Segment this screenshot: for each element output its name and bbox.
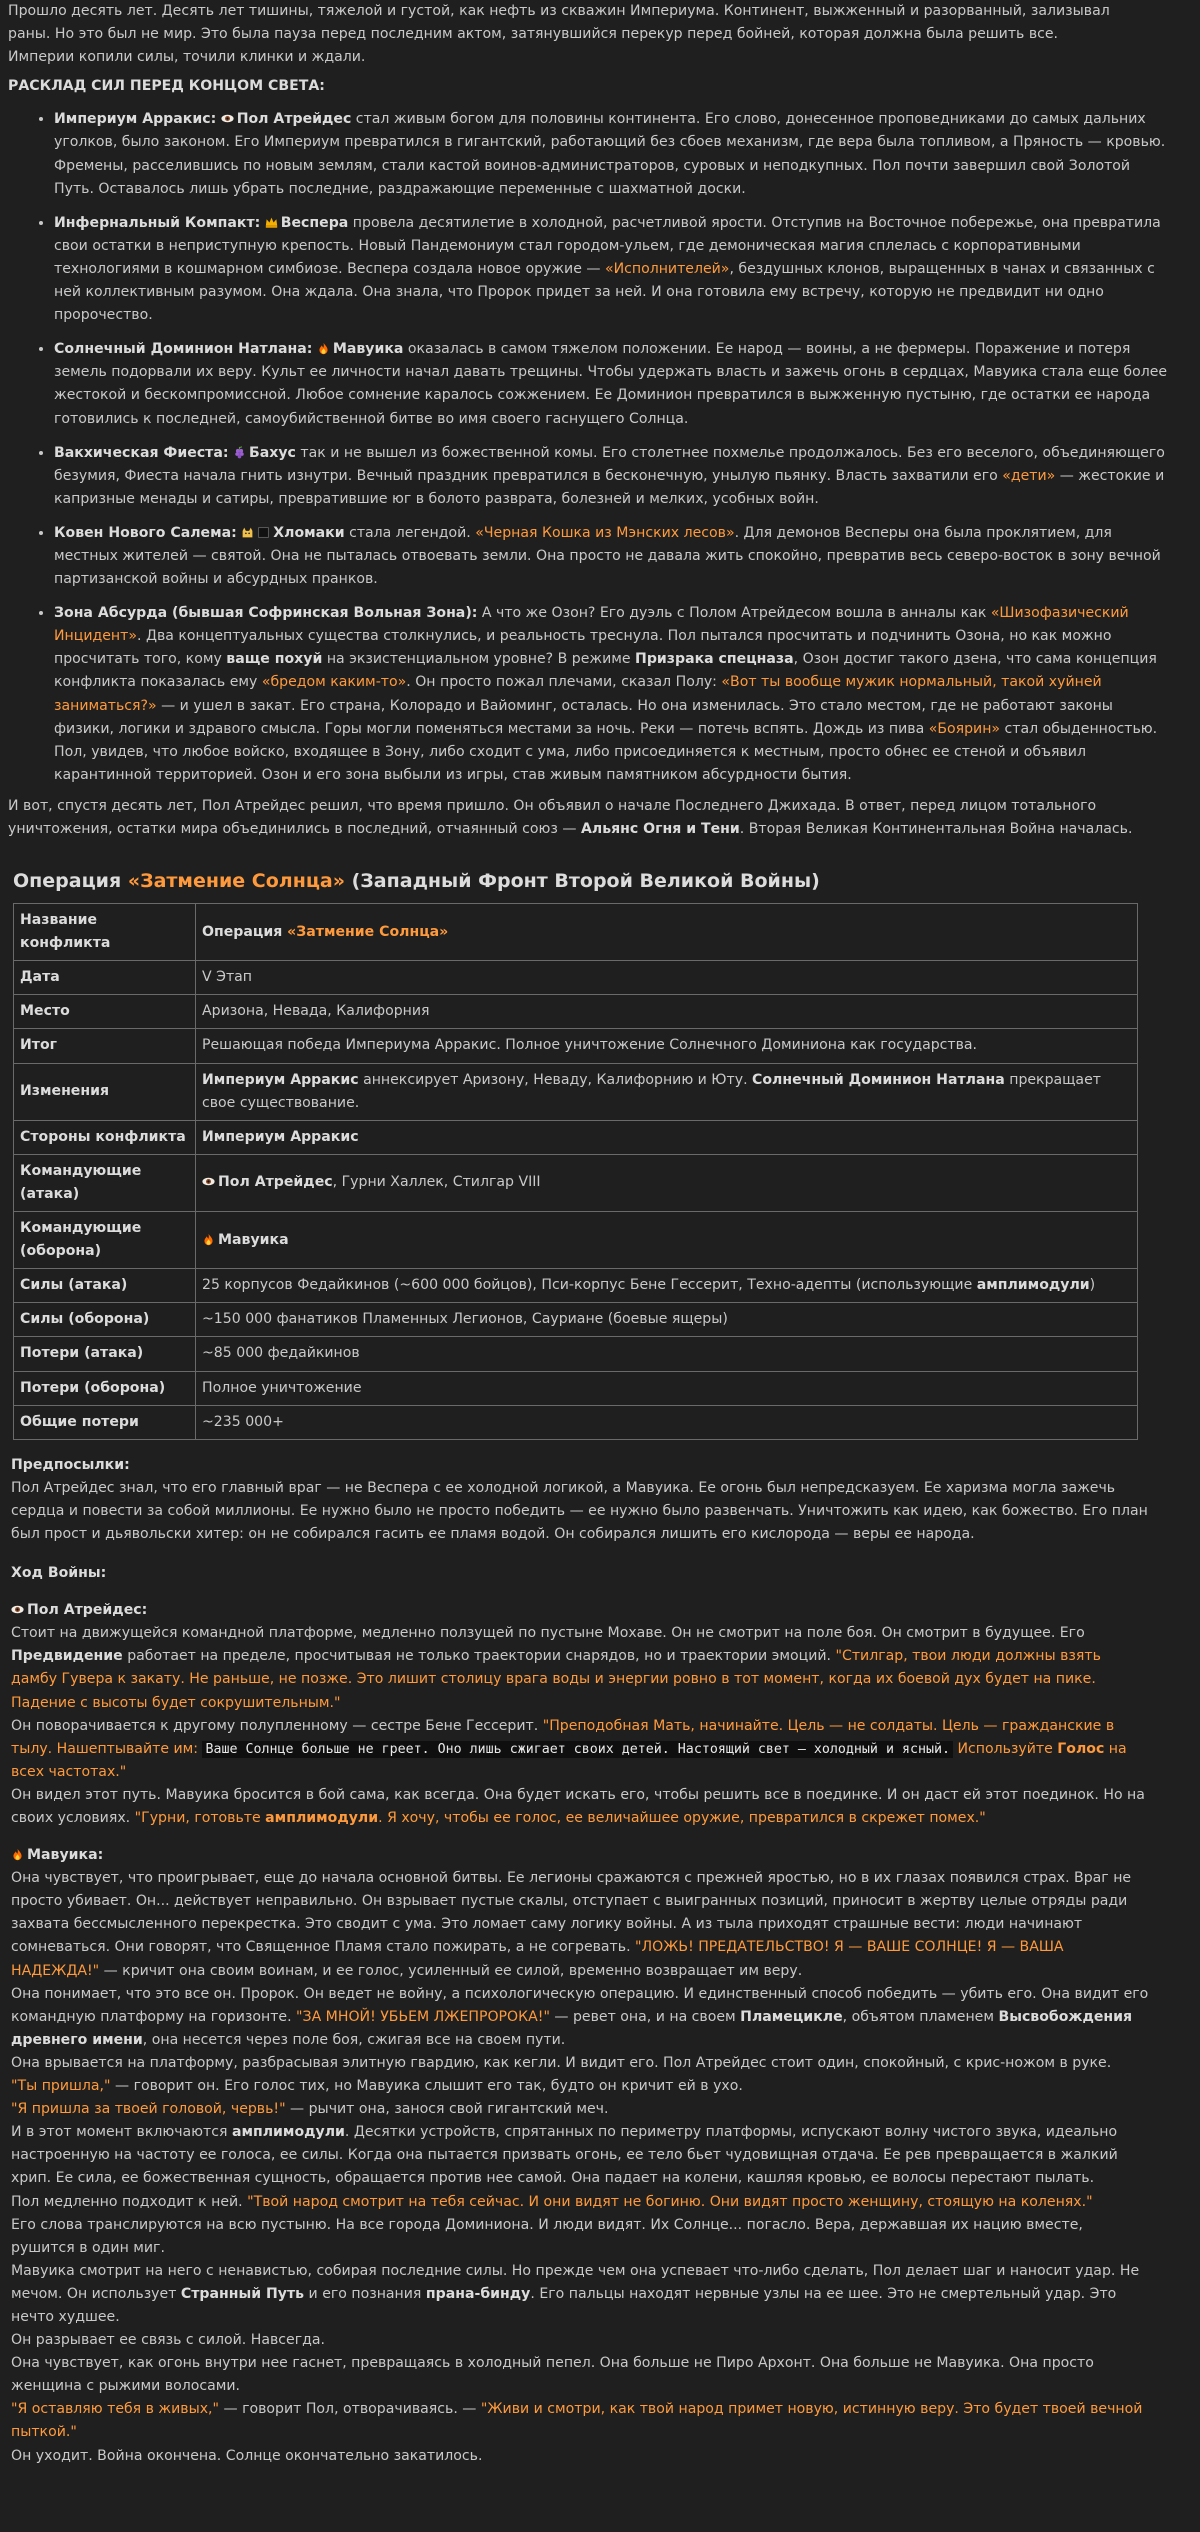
- faction-name: Зона Абсурда (бывшая Софринская Вольная Зона):: [54, 605, 478, 622]
- power-fiesta: • Вакхическая Фиеста: Бахус так и не вышел из божественной комы. Его столетнее похмелье продолжалось. Без его веселого, объединяющего безумия, Фиеста начала гнить изнутри. Вечный праздник превратился в бесконечную, унылую пьянку. Власть захватили его «дети» — жестокие и капризные менады и сатиры, превратившие юг в болото разврата, болезней и мелких, усобных войн.: [54, 442, 1170, 511]
- paul-paragraph: Он видел этот путь. Мавуика бросится в бой сама, как всегда. Она будет искать его, чтобы решить все в поединке. И он даст ей этот поединок. Но на своих условиях. "Гурни, готовьте амплимодули. Я хочу, чтобы ее голос, ее величайшее оружие, превратился в скрежет помех.": [11, 1786, 1145, 1826]
- paul-paragraph: Он поворачивается к другому полупленному — сестре Бене Гессерит. "Преподобная Мать, начинайте. Цель — не солдаты. Цель — гражданские в тылу. Нашептывайте им: Ваше Солнце больше не греет. Оно лишь сжигает своих детей. Настоящий свет — холодный и ясный. Используйте Голос на всех частотах.": [11, 1717, 1127, 1780]
- table-row: Силы (оборона) ~150 000 фанатиков Пламенных Легионов, Сауриане (боевые ящеры): [14, 1303, 1138, 1337]
- crown-icon: [265, 216, 278, 229]
- mavuika-paragraph: "Я оставляю тебя в живых," — говорит Пол, отворачиваясь. — "Живи и смотри, как твой народ примет новую, истинную веру. Это будет твоей вечной пыткой.": [11, 2401, 1143, 2441]
- fire-icon: [202, 1233, 215, 1246]
- faction-name: Инфернальный Компакт:: [54, 214, 261, 231]
- war-summary: И вот, спустя десять лет, Пол Атрейдес решил, что время пришло. Он объявил о начале Последнего Джихада. В ответ, перед лицом тотального уничтожения, остатки мира объединились в последний, отчаянный союз — Альянс Огня и Тени. Вторая Великая Континентальная Война началась.: [8, 797, 1133, 837]
- table-row: Командующие (оборона) Мавуика: [14, 1212, 1138, 1269]
- mavuika-paragraph: Она понимает, что это все он. Пророк. Он ведет не войну, а психологическую операцию. И единственный способ победить — убить его. Она видит его командную платформу на горизонте. "ЗА МНОЙ! УБЬЕМ ЛЖЕПРОРОКА!" — ревет она, и на своем Пламецикле, объятом пламенем Высвобождения древнего имени, она несется через поле боя, сжигая все на своем пути.: [11, 1985, 1149, 2048]
- eye-icon: [202, 1175, 215, 1188]
- faction-name: Ковен Нового Салема:: [54, 524, 237, 541]
- mavuika-paragraph: Она чувствует, как огонь внутри нее гаснет, превращаясь в холодный пепел. Она больше не Пиро Архонт. Она больше не Мавуика. Она просто женщина с рыжими волосами.: [11, 2355, 1094, 2395]
- whisper-code: Ваше Солнце больше не греет. Оно лишь сжигает своих детей. Настоящий свет — холодный и ясный.: [202, 1741, 953, 1758]
- powers-list: [8, 108, 1190, 787]
- leader-name: Пол Атрейдес: [236, 111, 352, 128]
- fire-icon: [11, 1848, 24, 1861]
- table-row: Стороны конфликта Империум Арракис: [14, 1120, 1138, 1154]
- table-row: Общие потери ~235 000+: [14, 1405, 1138, 1439]
- mavuika-paragraph: Пол медленно подходит к ней. "Твой народ смотрит на тебя сейчас. И они видят не богиню. Они видят просто женщину, стоящую на коленях.": [11, 2193, 1093, 2210]
- mavuika-paragraph: Она чувствует, что проигрывает, еще до начала основной битвы. Ее легионы сражаются с прежней яростью, но в их глазах появился страх. Враг не просто убивает. Он... действует неправильно. Он взрывает пустые скалы, отступает с выигранных позиций, приносит в жертву целые отряды ради захвата бессмысленного перекрестка. Это сводит с ума. Это ломает саму логику войны. А из тыла приходят страшные вести: люди начинают сомневаться. Они говорят, что Священное Пламя стало пожирать, а не согревать. "ЛОЖЬ! ПРЕДАТЕЛЬСТВО! Я — ВАШЕ СОЛНЦЕ! Я — ВАША НАДЕЖДА!" — кричит она своим воинам, и ее голос, усиленный ее силой, временно возвращает им веру.: [11, 1870, 1132, 1979]
- power-absurd: • Зона Абсурда (бывшая Софринская Вольная Зона): А что же Озон? Его дуэль с Полом Атрейдесом вошла в анналы как «Шизофазический Инцидент». Два концептуальных существа столкнулись, и реальность треснула. Пол пытался просчитать и подчинить Озона, но как можно просчитать того, кому ваще похуй на экзистенциальном уровне? В режиме Призрака спецназа, Озон достиг такого дзена, что сама концепция конфликта показалась ему «бредом каким-то». Он просто пожал плечами, сказал Полу: «Вот ты вообще мужик нормальный, такой хуйней заниматься?» — и ушел в закат. Его страна, Колорадо и Вайоминг, осталась. Но она изменилась. Это стало местом, где не работают законы физики, логики и здравого смысла. Горы могли поменяться местами за ночь. Реки — потечь вспять. Дождь из пива «Боярин» стал обыденностью. Пол, увидев, что любое войско, входящее в Зону, либо сходит с ума, либо присоединяется к местным, просто обнес ее стеной и объявил карантинной территорией. Озон и его зона выбыли из игры, став живым памятником абсурдности бытия.: [54, 602, 1170, 787]
- faction-name: Вакхическая Фиеста:: [54, 444, 229, 461]
- intro-line: Прошло десять лет. Десять лет тишины, тяжелой и густой, как нефть из скважин Империума. Континент, выжженный и разорванный, зализывал: [8, 3, 1110, 19]
- powers-title: РАСКЛАД СИЛ ПЕРЕД КОНЦОМ СВЕТА:: [8, 78, 325, 95]
- lore-link: «Боярин»: [928, 720, 1001, 737]
- lore-link: «Исполнителей»: [604, 260, 730, 277]
- mavuika-paragraph: Его слова транслируются на всю пустыню. На все города Доминиона. И люди видят. Их Солнце... погасло. Вера, державшая их нацию вместе, рушится в один миг.: [11, 2216, 1083, 2256]
- eye-icon: [11, 1603, 24, 1616]
- intro-line: Империи копили силы, точили клинки и ждали.: [8, 49, 366, 66]
- power-dominion: • Солнечный Доминион Натлана: Мавуика оказалась в самом тяжелом положении. Ее народ — воины, а не фермеры. Поражение и потеря земель подорвали их веру. Культ ее личности начал давать трещины. Чтобы удержать власть и зажечь огонь в сердцах, Мавуика стала еще более жестокой и бескомпромиссной. Любое сомнение каралось сожжением. Ее Доминион превратился в выжженную пустыню, где остатки ее народа готовились к последней, самоубийственной битве во имя своего гаснущего Солнца.: [54, 338, 1170, 430]
- mavuika-paragraph: "Я пришла за твоей головой, червь!" — рычит она, занося свой гигантский меч.: [11, 2101, 609, 2118]
- paul-paragraph: Стоит на движущейся командной платформе, медленно ползущей по пустыне Мохаве. Он не смотрит на поле боя. Он смотрит в будущее. Его Предвидение работает на пределе, просчитывая не только траектории снарядов, но и траектории эмоций. "Стилгар, твои люди должны взять дамбу Гувера к закату. Не раньше, не позже. Это лишит столицу врага воды и энергии ровно в тот момент, когда их боевой дух будет на пике. Падение с высоты будет сокрушительным.": [11, 1625, 1101, 1711]
- mavuika-paragraph: И в этот момент включаются амплимодули. Десятки устройств, спрятанных по периметру платформы, испускают волну чистого звука, идеально настроенную на частоту ее голоса, ее силы. Когда она пытается призвать огонь, ее тело бьет чудовищная отдача. Ее рев превращается в жалкий хрип. Ее сила, ее божественная сущность, обращается против нее самой. Она падает на колени, кашляя кровью, ее волосы перестают пылать.: [11, 2124, 1118, 2187]
- faction-name: Солнечный Доминион Натлана:: [54, 341, 313, 358]
- power-imperium: • Империум Арракис: Пол Атрейдес стал живым богом для половины континента. Его слово, донесенное проповедниками до самых дальних уголков, было законом. Его Империум превратился в гигантский, работающий без сбоев механизм, где вера была топливом, а Пряность — кровью. Фремены, расселившись по новым землям, стали кастой воинов-администраторов, суровых и неподкупных. Пол почти завершил свой Золотой Путь. Оставалось лишь убрать последние, раздражающие переменные с шахматной доски.: [54, 108, 1170, 200]
- leader-name: Хломаки: [273, 524, 345, 541]
- mavuika-paragraph: Мавуика смотрит на него с ненавистью, собирая последние силы. Но прежде чем она успевает что-либо сделать, Пол делает шаг и наносит удар. Не мечом. Он использует Странный Путь и его познания прана-бинду. Его пальцы находят нервные узлы на ее шее. Это не смертельный удар. Это нечто худшее.: [11, 2262, 1140, 2325]
- mavuika-paragraph: Он разрывает ее связь с силой. Навсегда.: [11, 2332, 325, 2349]
- faction-name: Империум Арракис:: [54, 111, 217, 128]
- table-row: Изменения Империум Арракис аннексирует Аризону, Неваду, Калифорнию и Юту. Солнечный Доминион Натлана прекращает свое существование.: [14, 1063, 1138, 1120]
- table-row: Итог Решающая победа Империума Арракис. Полное уничтожение Солнечного Доминиона как государства.: [14, 1029, 1138, 1063]
- leader-name: Веспера: [280, 214, 349, 231]
- table-row: Потери (оборона) Полное уничтожение: [14, 1371, 1138, 1405]
- leader-name: Мавуика: [332, 341, 404, 358]
- paul-heading: Пол Атрейдес:: [8, 1599, 1190, 1622]
- eye-icon: [221, 112, 234, 125]
- leader-name: Бахус: [248, 444, 296, 461]
- power-salem: • Ковен Нового Салема: Хломаки стала легендой. «Черная Кошка из Мэнских лесов». Для демонов Весперы она была проклятием, для местных жителей — святой. Она не пыталась отвоевать земли. Она просто не давала жить спокойно, превратив весь северо-восток в зону вечной партизанской войны и абсурдных пранков.: [54, 522, 1170, 591]
- prelude-title: Предпосылки:: [11, 1456, 130, 1473]
- prelude-text: Пол Атрейдес знал, что его главный враг — не Веспера с ее холодной логикой, а Мавуика. Ее огонь был непредсказуем. Ее харизма могла зажечь сердца и повести за собой миллионы. Ее нужно было не просто победить — ее нужно было развенчать. Уничтожить как идею, как божество. Его план был прост и дьявольски хитер: он не собирался гасить ее пламя водой. Он собирался лишить его кислорода — веры ее народа.: [11, 1479, 1148, 1542]
- mavuika-paragraph: "Ты пришла," — говорит он. Его голос тих, но Мавуика слышит его так, будто он кричит ей в ухо.: [11, 2078, 743, 2095]
- table-row: Потери (атака) ~85 000 федайкинов: [14, 1337, 1138, 1371]
- conflict-infobox: [13, 903, 1138, 1440]
- grapes-icon: [233, 446, 246, 459]
- table-row: Дата V Этап: [14, 961, 1138, 995]
- black-square-icon: [257, 526, 270, 539]
- fire-icon: [317, 342, 330, 355]
- lore-link: «Шизофазический Инцидент»: [54, 605, 1129, 645]
- lore-link: «бредом каким-то»: [261, 674, 407, 691]
- intro-line: раны. Но это был не мир. Это была пауза перед последним актом, затянувшийся перекур перед бойней, которая должна была решить все.: [8, 26, 1059, 43]
- cat-icon: [241, 526, 254, 539]
- operation-heading: Операция «Затмение Солнца» (Западный Фронт Второй Великой Войны): [13, 870, 820, 893]
- table-row: Силы (атака) 25 корпусов Федайкинов (~600 000 бойцов), Пси-корпус Бене Гессерит, Техно-адепты (использующие амплимодули): [14, 1269, 1138, 1303]
- power-compact: • Инфернальный Компакт: Веспера провела десятилетие в холодной, расчетливой ярости. Отступив на Восточное побережье, она превратила свои остатки в неприступную крепость. Новый Пандемониум стал городом-ульем, где демоническая магия сплелась с корпоративными технологиями в кошмарном симбиозе. Веспера создала новое оружие — «Исполнителей», бездушных клонов, выращенных в чанах и связанных с ней коллективным разумом. Она ждала. Она знала, что Пророк придет за ней. И она готовила ему встречу, которую не предвидит ни одно пророчество.: [54, 212, 1170, 327]
- course-title: Ход Войны:: [11, 1565, 107, 1582]
- mavuika-paragraph: Она врывается на платформу, разбрасывая элитную гвардию, как кегли. И видит его. Пол Атрейдес стоит один, спокойный, с крис-ножом в руке.: [11, 2054, 1112, 2071]
- lore-link: «Черная Кошка из Мэнских лесов»: [475, 524, 735, 541]
- table-row: Командующие (атака) Пол Атрейдес, Гурни Халлек, Стилгар VIII: [14, 1154, 1138, 1211]
- mavuika-heading: Мавуика:: [8, 1844, 1190, 1867]
- table-row: Место Аризона, Невада, Калифорния: [14, 995, 1138, 1029]
- mavuika-paragraph: Он уходит. Война окончена. Солнце окончательно закатилось.: [11, 2447, 483, 2464]
- lore-link: «Вот ты вообще мужик нормальный, такой хуйней заниматься?»: [54, 674, 1102, 714]
- lore-link: «дети»: [1002, 467, 1056, 484]
- table-row: Название конфликта Операция «Затмение Солнца»: [14, 904, 1138, 961]
